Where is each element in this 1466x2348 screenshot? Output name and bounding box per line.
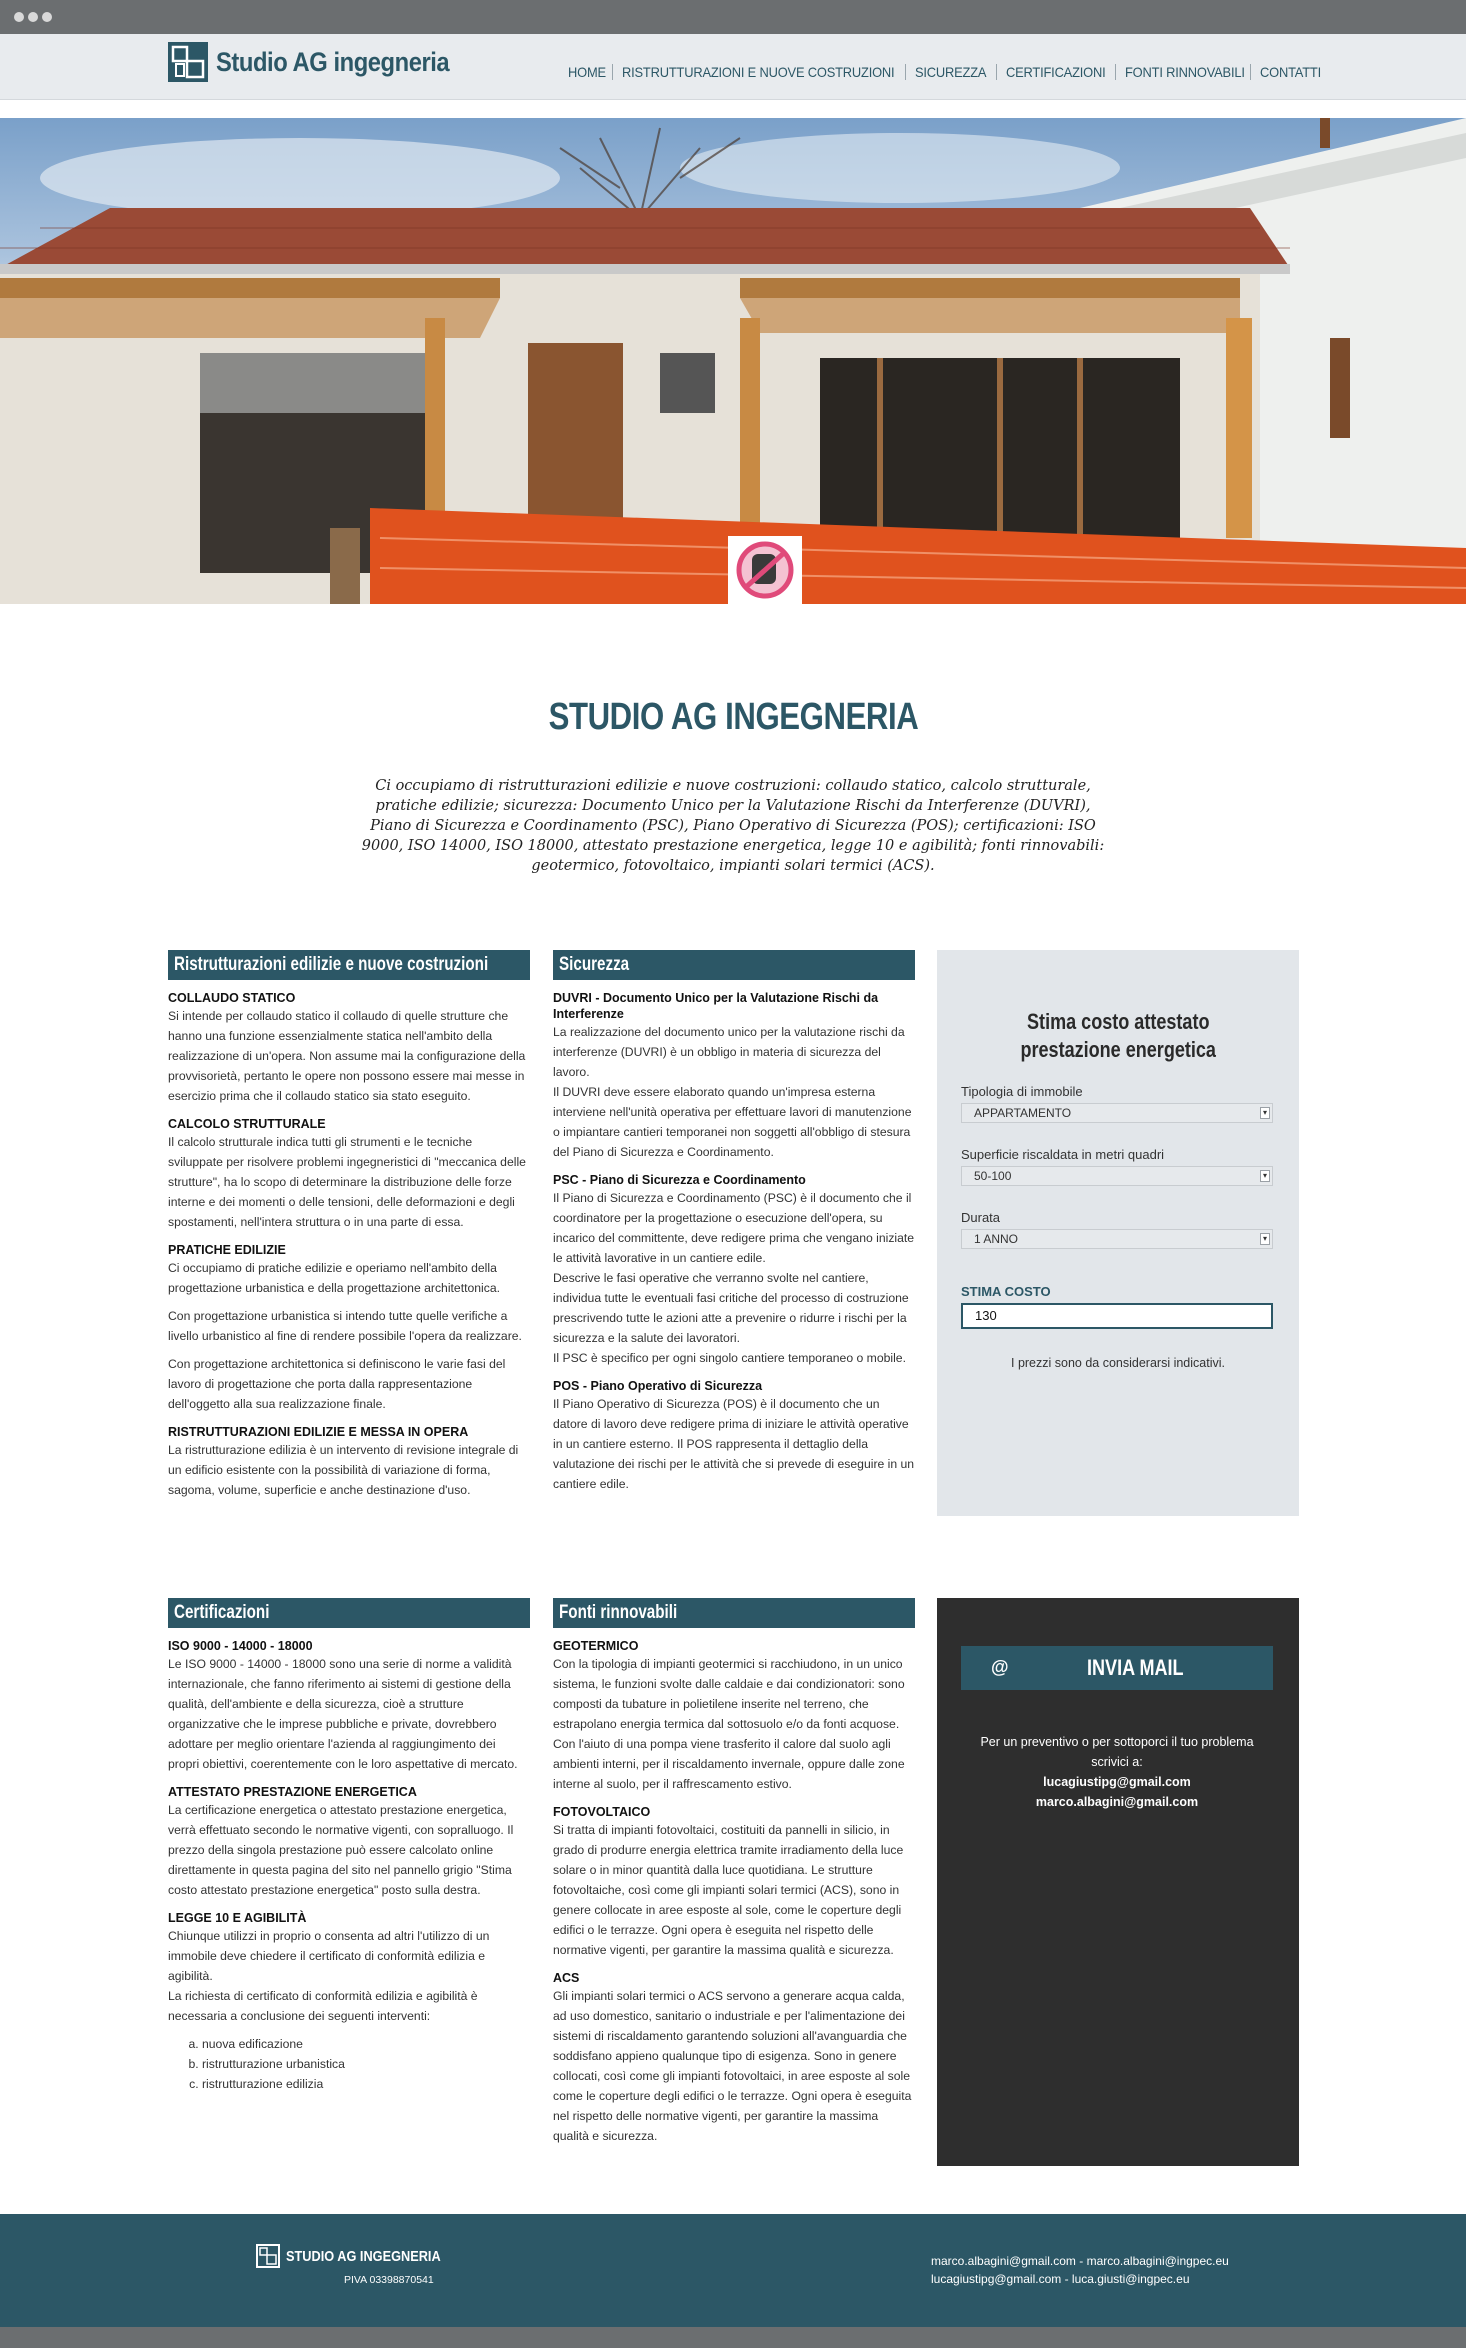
hero-image xyxy=(0,118,1466,604)
intro-text: Ci occupiamo di ristrutturazioni edilizie e nuove costruzioni: collaudo statico, calcolo strutturale, pratiche edilizie; sicurezza: Documento Unico per la Valutazione Rischi da Interferenze (DUVRI), Piano di Sicurezza e Coordinamento (PSC), Piano Operativo di Sicurezza (POS); certificazioni: ISO 9000, ISO 14000, ISO 18000, attestato prestazione energetica, legge 10 e agibilità; fonti rinnovabili: geotermico, fotovoltaico, impianti solari termici (ACS). xyxy=(361,778,1105,874)
column-sicurezza xyxy=(553,950,915,1494)
chevron-down-icon: ▾ xyxy=(1260,1233,1270,1245)
section-heading: Fonti rinnovabili xyxy=(553,1598,915,1628)
footer-logo-text: STUDIO AG INGEGNERIA xyxy=(286,2247,441,2265)
nav-ristrutturazioni[interactable]: RISTRUTTURAZIONI E NUOVE COSTRUZIONI xyxy=(622,64,895,80)
paragraph: La certificazione energetica o attestato prestazione energetica, verrà effettuato secondo le normative vigenti, con sopralluogo. Il prezzo della singola prestazione può essere calcolato online direttamente in questa pagina del sito nel pannello grigio "Stima costo attestato prestazione energetica" posto sulla destra. xyxy=(168,1803,514,1897)
duration-select[interactable]: 1 ANNO ▾ xyxy=(961,1229,1273,1249)
paragraph: La ristrutturazione edilizia è un intervento di revisione integrale di un edificio esistente con la possibilità di variazione di forma, sagoma, volume, superficie e anche destinazione d'uso. xyxy=(168,1443,519,1497)
subsection-title: PSC - Piano di Sicurezza e Coordinamento xyxy=(553,1173,806,1187)
logo-icon xyxy=(256,2244,280,2268)
list-item: a. nuova edificazione xyxy=(202,2034,530,2054)
paragraph: Il calcolo strutturale indica tutti gli strumenti e le tecniche sviluppate per risolvere problemi ingegneristici di "meccanica delle strutture", ha lo scopo di determinare la distribuzione delle forze interne e dei momenti o delle tensioni, delle deformazioni e degli spostamenti, nell'intera struttura o in una parte di essa. xyxy=(168,1135,526,1229)
paragraph: La richiesta di certificato di conformità edilizia e agibilità è necessaria a conclusione dei seguenti interventi: xyxy=(168,1989,478,2023)
site-footer xyxy=(0,2214,1466,2327)
mail-intro: Per un preventivo o per sottoporci il tuo problema scrivici a: xyxy=(980,1735,1254,1769)
subsection-title: LEGGE 10 E AGIBILITÀ xyxy=(168,1911,307,1925)
at-icon: @ xyxy=(991,1657,1009,1677)
window-controls xyxy=(14,12,52,22)
subsection-title: PRATICHE EDILIZIE xyxy=(168,1243,286,1257)
estimator-title: Stima costo attestato prestazione energetica xyxy=(1020,1009,1216,1062)
chevron-down-icon: ▾ xyxy=(1260,1107,1270,1119)
subsection-title: ACS xyxy=(553,1971,580,1985)
subsection-title: CALCOLO STRUTTURALE xyxy=(168,1117,326,1131)
footer-contacts xyxy=(931,2252,1229,2288)
send-mail-button[interactable] xyxy=(961,1646,1273,1690)
nav-divider xyxy=(612,64,613,80)
column-fonti-rinnovabili xyxy=(553,1598,915,2146)
paragraph: Ci occupiamo di pratiche edilizie e operiamo nell'ambito della progettazione urbanistica e della progettazione architettonica. xyxy=(168,1261,500,1295)
footer-vat-number: PIVA 03398870541 xyxy=(344,2274,434,2286)
list-item: c. ristrutturazione edilizia xyxy=(202,2074,530,2094)
paragraph: Il DUVRI deve essere elaborato quando un'impresa esterna interviene nell'unità operativa per effettuare lavori di manutenzione o impiantare cantieri temporanei non soggetti all'obbligo di stesura del Piano di Sicurezza e Coordinamento. xyxy=(553,1085,912,1159)
chevron-down-icon: ▾ xyxy=(1260,1170,1270,1182)
property-type-label: Tipologia di immobile xyxy=(961,1084,1083,1099)
paragraph: Si intende per collaudo statico il collaudo di quelle strutture che hanno una funzione essenzialmente statica nell'ambito della realizzazione di un'opera. Non assume mai la configurazione della provvisorietà, pertanto le opere non possono essere mai messe in esercizio prima che il collaudo statico sia stato eseguito. xyxy=(168,1009,526,1103)
contact-mail-panel xyxy=(937,1598,1299,2166)
site-logo[interactable] xyxy=(168,42,481,82)
nav-divider xyxy=(905,64,906,80)
subsection-title: GEOTERMICO xyxy=(553,1639,639,1653)
email-link[interactable]: marco.albagini@gmail.com xyxy=(1035,1795,1199,1809)
window-dot-icon[interactable] xyxy=(42,12,52,22)
subsection-title: ISO 9000 - 14000 - 18000 xyxy=(168,1639,313,1653)
main-nav xyxy=(568,64,1324,80)
nav-divider xyxy=(1250,64,1251,80)
email-link[interactable]: lucagiustipg@gmail.com xyxy=(1043,1775,1191,1789)
energy-cost-estimator xyxy=(937,950,1299,1516)
subsection-title: RISTRUTTURAZIONI EDILIZIE E MESSA IN OPERA xyxy=(168,1425,469,1439)
paragraph: Il PSC è specifico per ogni singolo cantiere temporaneo o mobile. xyxy=(553,1351,906,1365)
page-title: STUDIO AG INGEGNERIA xyxy=(548,696,918,738)
paragraph: Si tratta di impianti fotovoltaici, costituiti da pannelli in silicio, in grado di produrre energia elettrica tramite irradiamento della luce solare o in minor quantità dalla luce quotidiana. Le strutture fotovoltaiche, così come gli impianti solari termici (ACS), sono in genere collocate in aree esposte al sole, come le coperture degli edifici o le terrazze. Ogni opera è eseguita nel rispetto delle normative vigenti, per garantire la massima qualità e sicurezza. xyxy=(553,1823,904,1957)
list-item: b. ristrutturazione urbanistica xyxy=(202,2054,530,2074)
estimator-note: I prezzi sono da considerarsi indicativi. xyxy=(1011,1356,1225,1370)
paragraph: Chiunque utilizzi in proprio o consenta ad altri l'utilizzo di un immobile deve chiedere il certificato di conformità edilizia e agibilità. xyxy=(168,1929,490,1983)
section-heading: Ristrutturazioni edilizie e nuove costruzioni xyxy=(168,950,530,980)
site-header xyxy=(0,34,1466,100)
nav-contatti[interactable]: CONTATTI xyxy=(1260,64,1322,80)
footer-contact-line[interactable]: lucagiustipg@gmail.com - luca.giusti@ingpec.eu xyxy=(931,2272,1190,2286)
browser-chrome xyxy=(0,0,1466,34)
send-mail-label: INVIA MAIL xyxy=(1087,1655,1184,1680)
paragraph: La realizzazione del documento unico per la valutazione rischi da interferenze (DUVRI) è un obbligo in materia di sicurezza del lavoro. xyxy=(553,1025,905,1079)
paragraph: Con progettazione architettonica si definiscono le varie fasi del lavoro di progettazione che porta dalla rappresentazione dell'oggetto alla sua realizzazione finale. xyxy=(168,1357,506,1411)
paragraph: Con la tipologia di impianti geotermici si racchiudono, in un unico sistema, le funzioni svolte dalle caldaie e dai condizionatori: sono composti da tubature in polietilene inserite nel terreno, che estrapolano energia termica dal sottosuolo e/o da fonti acquose. Con l'aiuto di una pompa viene trasferito il calore dal suolo agli ambienti interni, per il riscaldamento invernale, oppure dalle zone interne al suolo, per il raffrescamento estivo. xyxy=(553,1657,905,1791)
subsection-title: FOTOVOLTAICO xyxy=(553,1805,651,1819)
window-dot-icon[interactable] xyxy=(28,12,38,22)
column-ristrutturazioni xyxy=(168,950,530,1500)
column-certificazioni xyxy=(168,1598,530,2094)
mail-instructions xyxy=(961,1732,1273,1812)
window-dot-icon[interactable] xyxy=(14,12,24,22)
nav-divider xyxy=(996,64,997,80)
section-heading: Certificazioni xyxy=(168,1598,530,1628)
cost-label: STIMA COSTO xyxy=(961,1284,1051,1299)
cost-output-field[interactable]: 130 xyxy=(961,1303,1273,1329)
surface-select[interactable]: 50-100 ▾ xyxy=(961,1166,1273,1186)
subsection-title: POS - Piano Operativo di Sicurezza xyxy=(553,1379,763,1393)
intervention-list xyxy=(168,2034,530,2094)
property-type-select[interactable]: APPARTAMENTO ▾ xyxy=(961,1103,1273,1123)
subsection-title: DUVRI - Documento Unico per la Valutazione Rischi da Interferenze xyxy=(553,991,879,1021)
footer-contact-line[interactable]: marco.albagini@gmail.com - marco.albagini@ingpec.eu xyxy=(931,2254,1229,2268)
surface-label: Superficie riscaldata in metri quadri xyxy=(961,1147,1165,1162)
nav-certificazioni[interactable]: CERTIFICAZIONI xyxy=(1005,64,1106,80)
nav-home[interactable]: HOME xyxy=(568,64,606,80)
duration-label: Durata xyxy=(961,1210,1001,1225)
section-heading: Sicurezza xyxy=(553,950,915,980)
nav-sicurezza[interactable]: SICUREZZA xyxy=(915,64,987,80)
paragraph: Con progettazione urbanistica si intendo tutte quelle verifiche a livello urbanistico al fine di rendere possibile l'opera da realizzare. xyxy=(168,1309,522,1343)
nav-fonti-rinnovabili[interactable]: FONTI RINNOVABILI xyxy=(1125,64,1245,80)
footer-logo[interactable] xyxy=(256,2244,468,2268)
nav-divider xyxy=(1115,64,1116,80)
paragraph: Il Piano di Sicurezza e Coordinamento (PSC) è il documento che il coordinatore per la progettazione o esecuzione dell'opera, su incarico del committente, deve redigere prima che vengano iniziate le attività lavorative in un cantiere edile. xyxy=(553,1191,915,1265)
subsection-title: ATTESTATO PRESTAZIONE ENERGETICA xyxy=(168,1785,417,1799)
logo-text: Studio AG ingegneria xyxy=(216,46,450,77)
paragraph: Il Piano Operativo di Sicurezza (POS) è il documento che un datore di lavoro deve redigere prima di iniziare le attività operative in un cantiere esterno. Il POS rappresenta il dettaglio della valutazione dei rischi per le attività che si prevede di eseguire in un cantiere edile. xyxy=(553,1397,915,1491)
paragraph: Gli impianti solari termici o ACS servono a generare acqua calda, ad uso domestico, sanitario o industriale e per l'alimentazione dei sistemi di riscaldamento garantendo soluzioni all'avanguardia che soddisfano appieno qualunque tipo di esigenza. Sono in genere collocati, così come gli impianti fotovoltaici, in aree esposte al sole come le coperture degli edifici o le terrazze. Ogni opera è eseguita nel rispetto delle normative vigenti, per garantire la massima qualità e sicurezza. xyxy=(553,1989,912,2143)
subsection-title: COLLAUDO STATICO xyxy=(168,991,296,1005)
paragraph: Le ISO 9000 - 14000 - 18000 sono una serie di norme a validità internazionale, che fanno riferimento ai sistemi di gestione della qualità, dell'ambiente e della sicurezza, cioè a strutture organizzative che le imprese pubbliche e private, dovrebbero adottare per meglio orientare l'azienda al raggiungimento dei propri obiettivi, coerentemente con le loro aspettative di mercato. xyxy=(168,1657,518,1771)
paragraph: Descrive le fasi operative che verranno svolte nel cantiere, individua tutte le eventuali fasi critiche del processo di costruzione prescrivendo tutte le azioni atte a prevenire o ridurre i rischi per la sicurezza e la salute dei lavoratori. xyxy=(553,1271,909,1345)
logo-icon xyxy=(168,42,208,82)
page-window xyxy=(0,34,1466,2327)
